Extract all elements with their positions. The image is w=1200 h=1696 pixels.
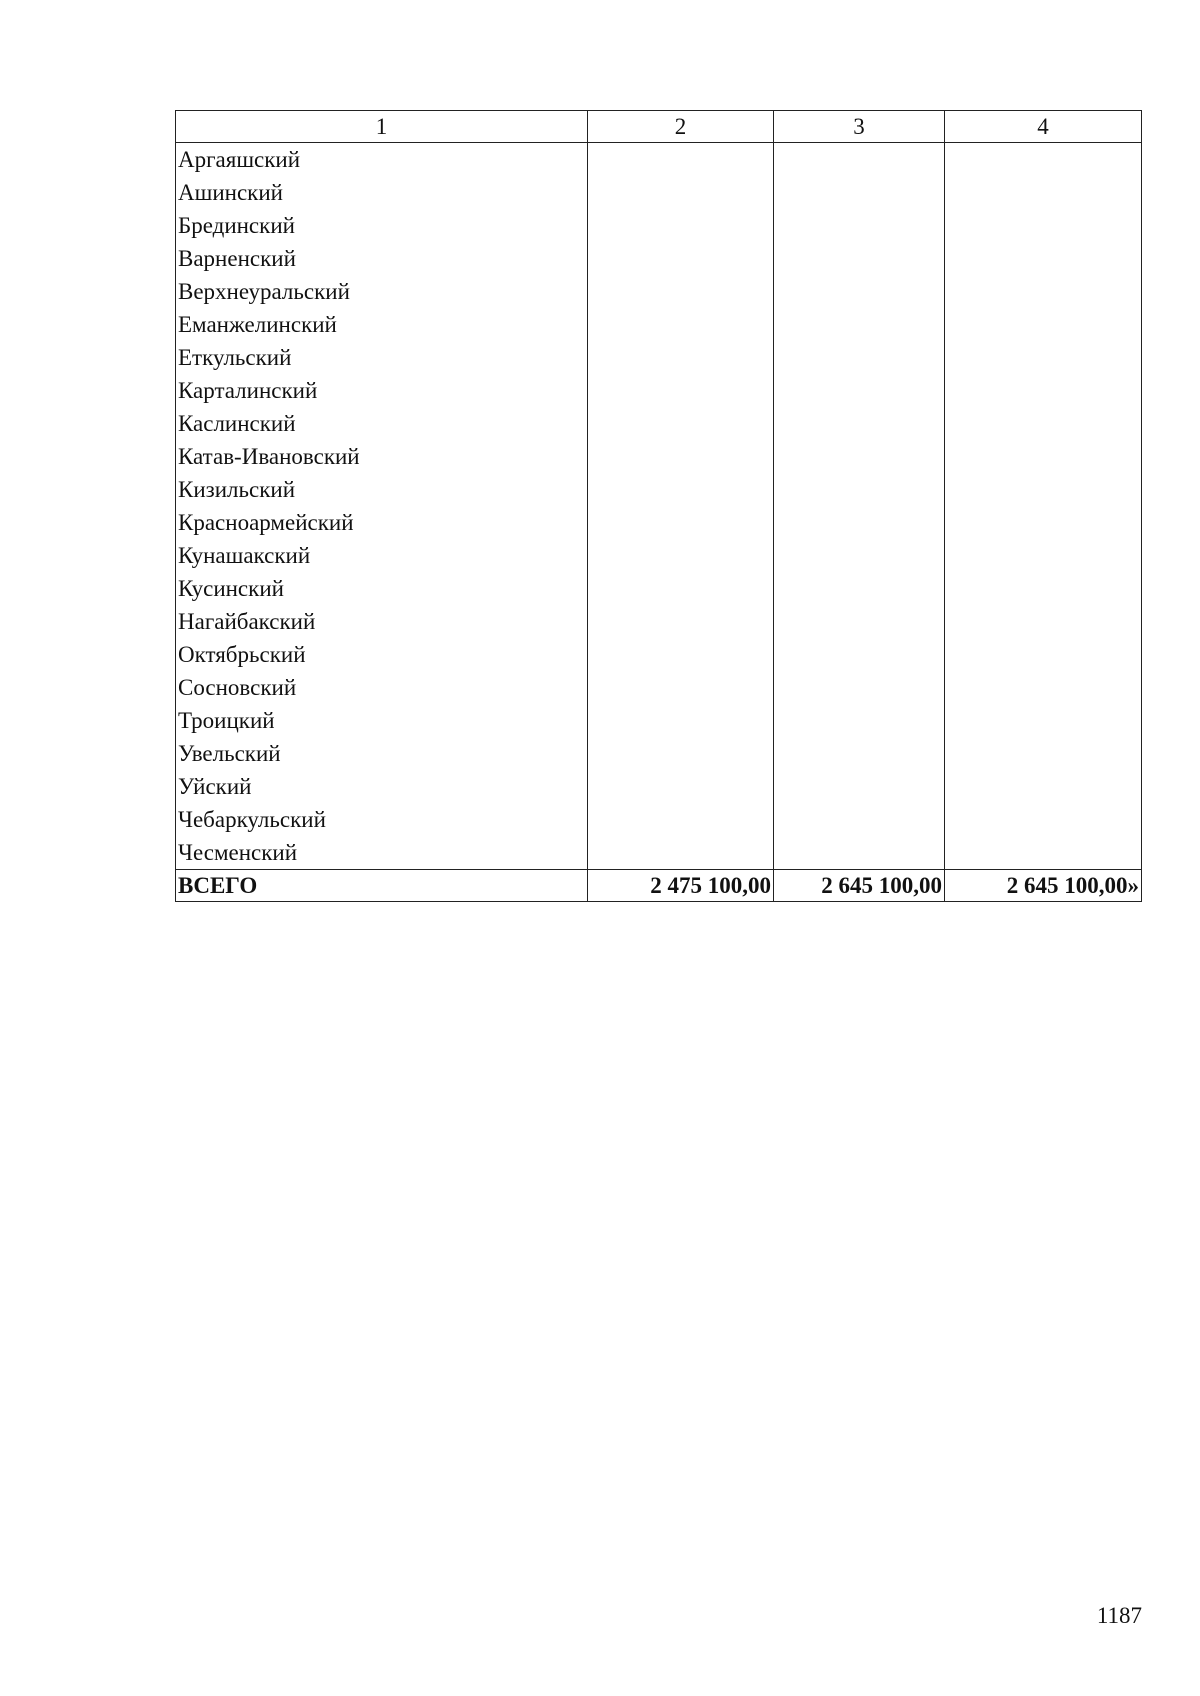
table-footer bbox=[176, 870, 1142, 902]
empty-cell-col-2 bbox=[588, 440, 774, 473]
header-col-3: 3 bbox=[774, 111, 945, 143]
table-row bbox=[176, 374, 1142, 407]
table-row bbox=[176, 671, 1142, 704]
empty-cell-col-2 bbox=[588, 770, 774, 803]
empty-cell-col-2 bbox=[588, 176, 774, 209]
district-name: Аргаяшский bbox=[176, 143, 588, 177]
empty-cell-col-4 bbox=[945, 770, 1142, 803]
empty-cell-col-4 bbox=[945, 308, 1142, 341]
total-row bbox=[176, 870, 1142, 902]
district-name: Нагайбакский bbox=[176, 605, 588, 638]
table-row bbox=[176, 836, 1142, 870]
empty-cell-col-2 bbox=[588, 374, 774, 407]
empty-cell-col-3 bbox=[774, 374, 945, 407]
district-name: Троицкий bbox=[176, 704, 588, 737]
empty-cell-col-2 bbox=[588, 572, 774, 605]
district-name: Варненский bbox=[176, 242, 588, 275]
empty-cell-col-3 bbox=[774, 506, 945, 539]
empty-cell-col-3 bbox=[774, 473, 945, 506]
district-name: Кизильский bbox=[176, 473, 588, 506]
total-col-3: 2 645 100,00 bbox=[774, 870, 945, 902]
empty-cell-col-3 bbox=[774, 407, 945, 440]
table-row bbox=[176, 605, 1142, 638]
district-name: Чебаркульский bbox=[176, 803, 588, 836]
district-name: Уйский bbox=[176, 770, 588, 803]
table-row bbox=[176, 803, 1142, 836]
district-name: Кунашакский bbox=[176, 539, 588, 572]
empty-cell-col-4 bbox=[945, 506, 1142, 539]
empty-cell-col-3 bbox=[774, 671, 945, 704]
total-col-4: 2 645 100,00» bbox=[945, 870, 1142, 902]
header-col-2: 2 bbox=[588, 111, 774, 143]
empty-cell-col-4 bbox=[945, 374, 1142, 407]
empty-cell-col-3 bbox=[774, 143, 945, 177]
empty-cell-col-4 bbox=[945, 275, 1142, 308]
empty-cell-col-4 bbox=[945, 176, 1142, 209]
table-row bbox=[176, 473, 1142, 506]
table-row bbox=[176, 572, 1142, 605]
empty-cell-col-3 bbox=[774, 770, 945, 803]
empty-cell-col-3 bbox=[774, 605, 945, 638]
district-name: Брединский bbox=[176, 209, 588, 242]
budget-table bbox=[175, 110, 1142, 902]
empty-cell-col-3 bbox=[774, 341, 945, 374]
table-row bbox=[176, 770, 1142, 803]
district-name: Октябрьский bbox=[176, 638, 588, 671]
district-name: Кусинский bbox=[176, 572, 588, 605]
empty-cell-col-3 bbox=[774, 803, 945, 836]
empty-cell-col-4 bbox=[945, 440, 1142, 473]
empty-cell-col-2 bbox=[588, 539, 774, 572]
total-col-2: 2 475 100,00 bbox=[588, 870, 774, 902]
district-name: Катав-Ивановский bbox=[176, 440, 588, 473]
empty-cell-col-4 bbox=[945, 242, 1142, 275]
empty-cell-col-2 bbox=[588, 275, 774, 308]
district-name: Каслинский bbox=[176, 407, 588, 440]
district-name: Еткульский bbox=[176, 341, 588, 374]
empty-cell-col-3 bbox=[774, 242, 945, 275]
total-label: ВСЕГО bbox=[176, 870, 588, 902]
empty-cell-col-3 bbox=[774, 704, 945, 737]
table-row bbox=[176, 539, 1142, 572]
district-name: Увельский bbox=[176, 737, 588, 770]
table-row bbox=[176, 407, 1142, 440]
header-col-1: 1 bbox=[176, 111, 588, 143]
empty-cell-col-3 bbox=[774, 572, 945, 605]
table-row bbox=[176, 242, 1142, 275]
empty-cell-col-2 bbox=[588, 737, 774, 770]
district-name: Красноармейский bbox=[176, 506, 588, 539]
table-row bbox=[176, 638, 1142, 671]
table-row bbox=[176, 506, 1142, 539]
empty-cell-col-3 bbox=[774, 440, 945, 473]
empty-cell-col-4 bbox=[945, 209, 1142, 242]
empty-cell-col-4 bbox=[945, 836, 1142, 870]
empty-cell-col-2 bbox=[588, 407, 774, 440]
empty-cell-col-2 bbox=[588, 671, 774, 704]
empty-cell-col-2 bbox=[588, 209, 774, 242]
empty-cell-col-4 bbox=[945, 407, 1142, 440]
table-row bbox=[176, 704, 1142, 737]
empty-cell-col-4 bbox=[945, 572, 1142, 605]
header-col-4: 4 bbox=[945, 111, 1142, 143]
table-row bbox=[176, 275, 1142, 308]
empty-cell-col-3 bbox=[774, 836, 945, 870]
empty-cell-col-2 bbox=[588, 308, 774, 341]
empty-cell-col-3 bbox=[774, 737, 945, 770]
district-name: Карталинский bbox=[176, 374, 588, 407]
table-row bbox=[176, 737, 1142, 770]
empty-cell-col-2 bbox=[588, 242, 774, 275]
empty-cell-col-4 bbox=[945, 341, 1142, 374]
empty-cell-col-2 bbox=[588, 341, 774, 374]
empty-cell-col-3 bbox=[774, 638, 945, 671]
empty-cell-col-4 bbox=[945, 473, 1142, 506]
empty-cell-col-2 bbox=[588, 704, 774, 737]
empty-cell-col-4 bbox=[945, 671, 1142, 704]
table-row bbox=[176, 209, 1142, 242]
empty-cell-col-3 bbox=[774, 308, 945, 341]
district-name: Сосновский bbox=[176, 671, 588, 704]
table-row bbox=[176, 341, 1142, 374]
table-row bbox=[176, 143, 1142, 177]
empty-cell-col-4 bbox=[945, 737, 1142, 770]
table-header bbox=[176, 111, 1142, 143]
empty-cell-col-4 bbox=[945, 704, 1142, 737]
table-body bbox=[176, 143, 1142, 870]
district-name: Еманжелинский bbox=[176, 308, 588, 341]
table-row bbox=[176, 308, 1142, 341]
empty-cell-col-4 bbox=[945, 539, 1142, 572]
empty-cell-col-3 bbox=[774, 209, 945, 242]
empty-cell-col-3 bbox=[774, 275, 945, 308]
empty-cell-col-4 bbox=[945, 803, 1142, 836]
table-row bbox=[176, 440, 1142, 473]
empty-cell-col-2 bbox=[588, 143, 774, 177]
empty-cell-col-2 bbox=[588, 506, 774, 539]
empty-cell-col-3 bbox=[774, 176, 945, 209]
header-row bbox=[176, 111, 1142, 143]
empty-cell-col-4 bbox=[945, 143, 1142, 177]
empty-cell-col-4 bbox=[945, 605, 1142, 638]
empty-cell-col-4 bbox=[945, 638, 1142, 671]
page-number: 1187 bbox=[1096, 1603, 1142, 1628]
district-name: Верхнеуральский bbox=[176, 275, 588, 308]
empty-cell-col-3 bbox=[774, 539, 945, 572]
empty-cell-col-2 bbox=[588, 638, 774, 671]
empty-cell-col-2 bbox=[588, 605, 774, 638]
district-name: Ашинский bbox=[176, 176, 588, 209]
empty-cell-col-2 bbox=[588, 473, 774, 506]
empty-cell-col-2 bbox=[588, 803, 774, 836]
empty-cell-col-2 bbox=[588, 836, 774, 870]
table-row bbox=[176, 176, 1142, 209]
district-name: Чесменский bbox=[176, 836, 588, 870]
